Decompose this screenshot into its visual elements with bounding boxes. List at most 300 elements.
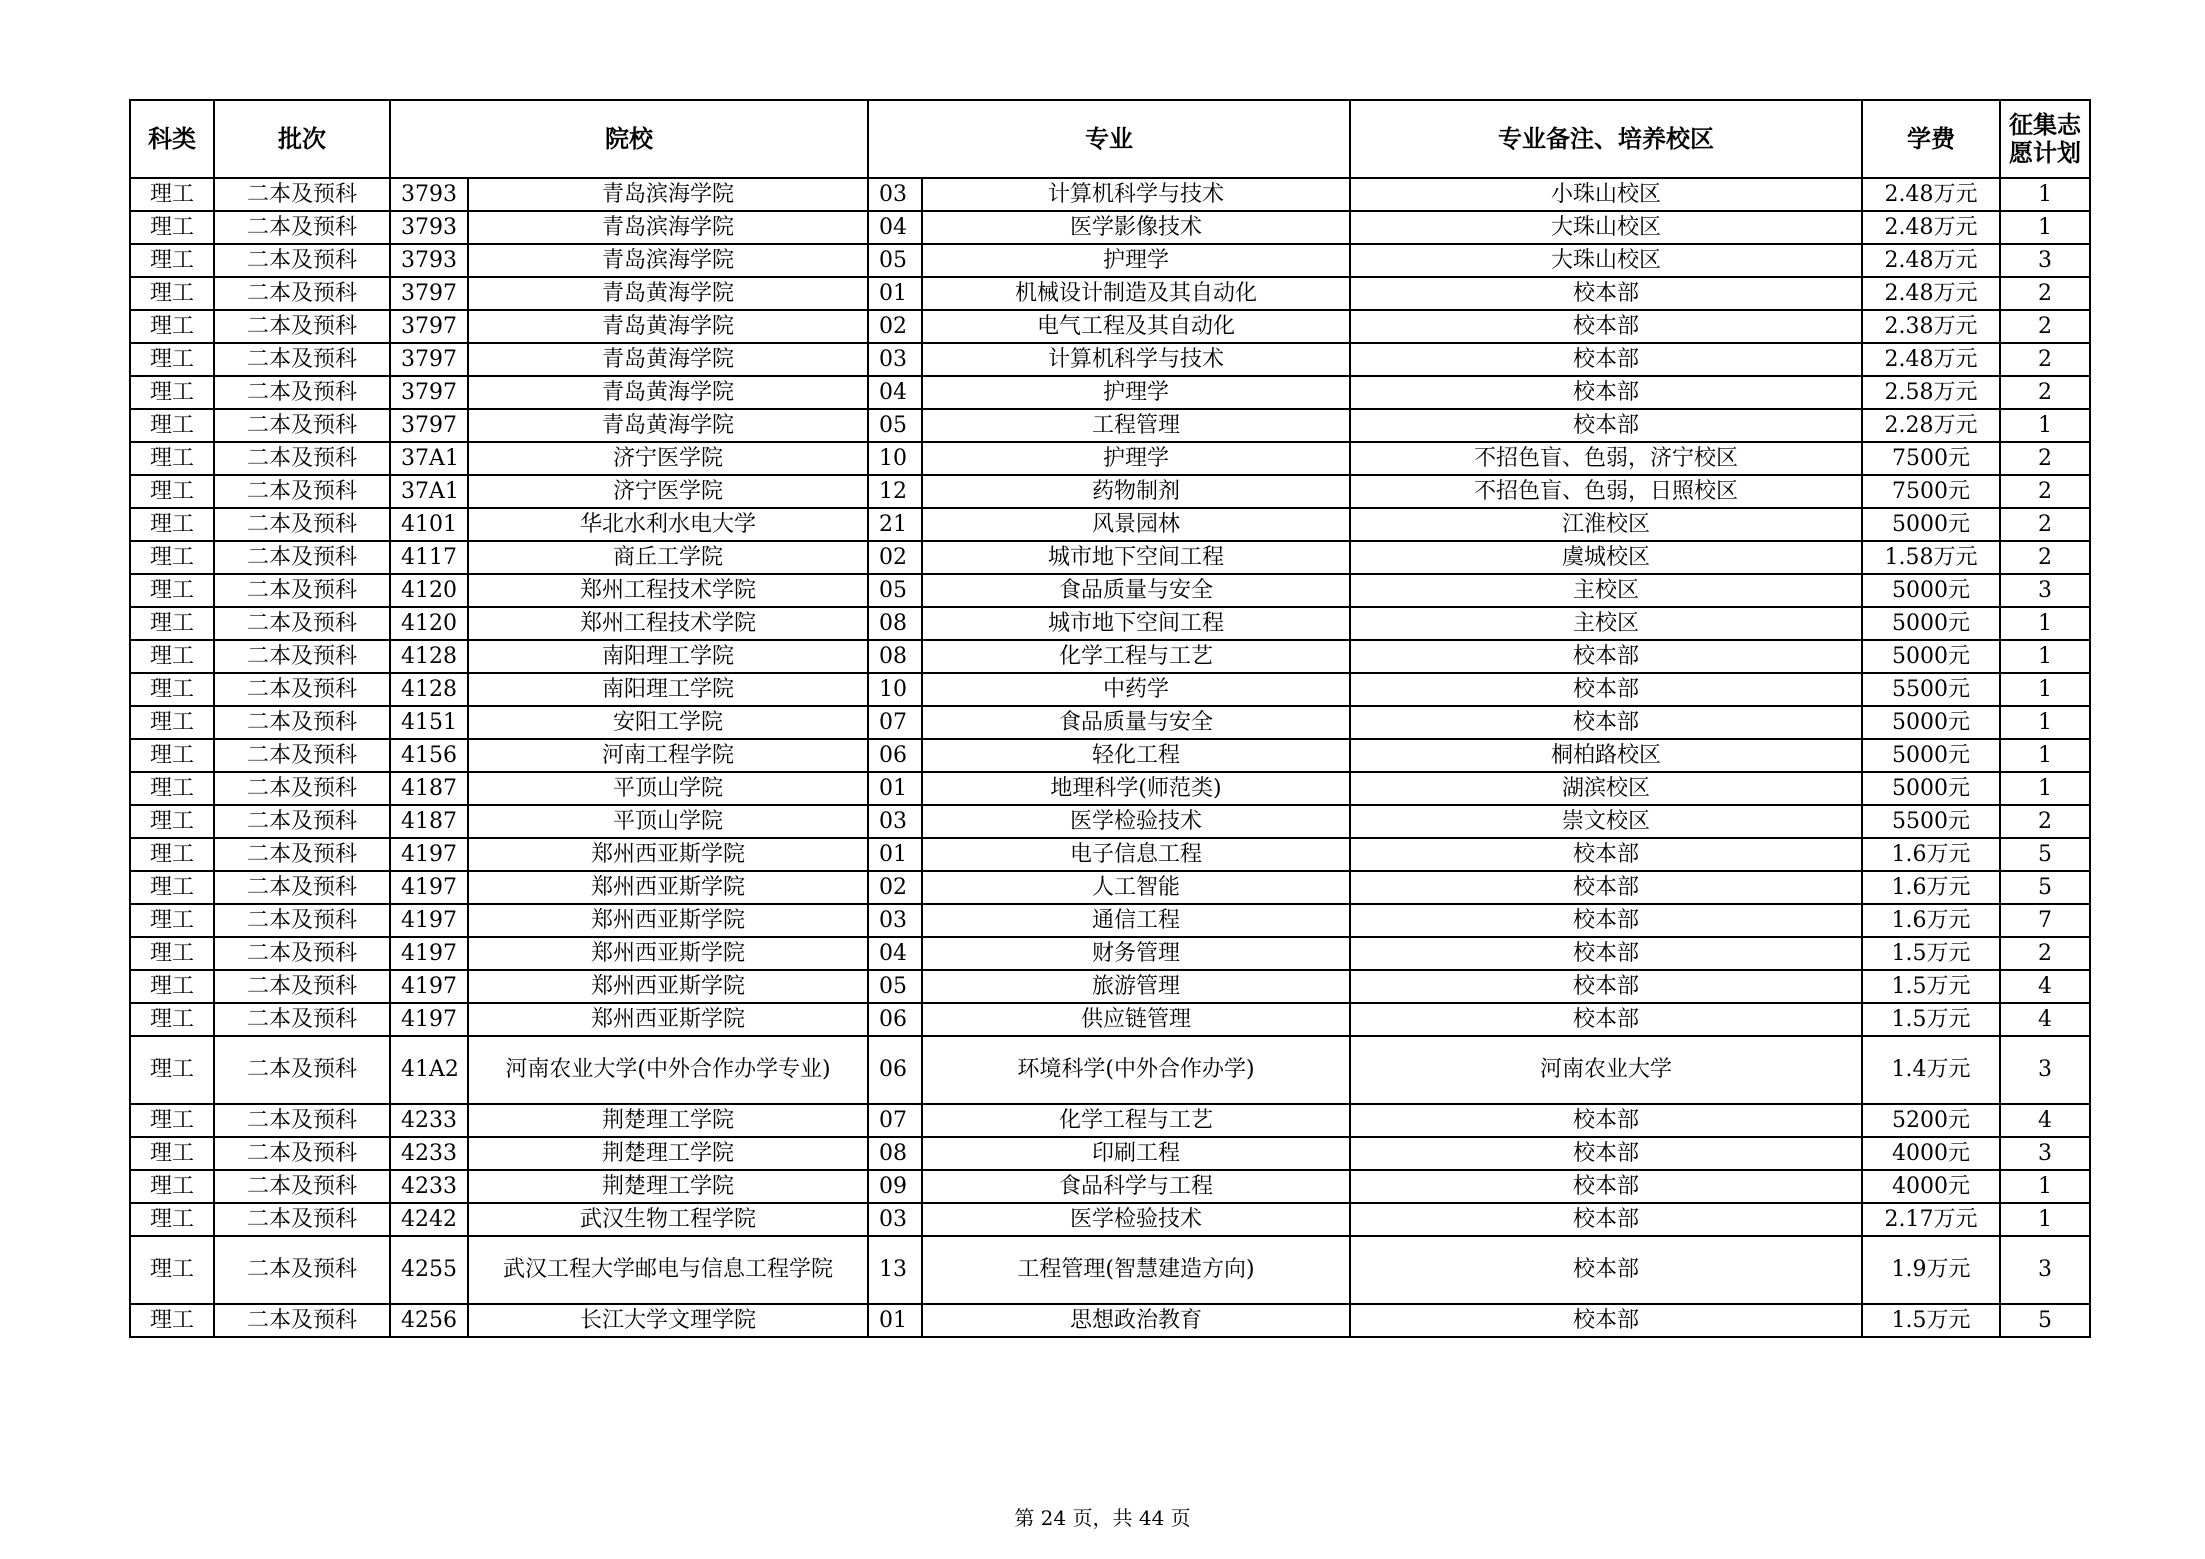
tuition-cell: 4000元 <box>1862 1170 2000 1203</box>
major-code-cell: 05 <box>868 244 922 277</box>
remarks-cell: 不招色盲、色弱，济宁校区 <box>1350 442 1862 475</box>
batch-cell: 二本及预科 <box>214 1003 390 1036</box>
tuition-cell: 1.5万元 <box>1862 1003 2000 1036</box>
remarks-cell: 校本部 <box>1350 277 1862 310</box>
header-category: 科类 <box>130 100 214 178</box>
remarks-cell: 校本部 <box>1350 838 1862 871</box>
school-code-cell: 3797 <box>390 376 468 409</box>
batch-cell: 二本及预科 <box>214 409 390 442</box>
category-cell: 理工 <box>130 475 214 508</box>
tuition-cell: 5000元 <box>1862 574 2000 607</box>
plan-cell: 4 <box>2000 1104 2090 1137</box>
major-name-cell: 电子信息工程 <box>922 838 1350 871</box>
major-name-cell: 医学检验技术 <box>922 805 1350 838</box>
tuition-cell: 5500元 <box>1862 805 2000 838</box>
table-row <box>130 706 2090 739</box>
major-name-cell: 思想政治教育 <box>922 1304 1350 1337</box>
category-cell: 理工 <box>130 640 214 673</box>
category-cell: 理工 <box>130 211 214 244</box>
major-code-cell: 01 <box>868 277 922 310</box>
batch-cell: 二本及预科 <box>214 706 390 739</box>
batch-cell: 二本及预科 <box>214 1137 390 1170</box>
table-row <box>130 904 2090 937</box>
remarks-cell: 湖滨校区 <box>1350 772 1862 805</box>
batch-cell: 二本及预科 <box>214 937 390 970</box>
tuition-cell: 2.48万元 <box>1862 211 2000 244</box>
major-name-cell: 环境科学(中外合作办学) <box>922 1036 1350 1104</box>
school-code-cell: 37A1 <box>390 475 468 508</box>
table-row <box>130 244 2090 277</box>
school-name-cell: 郑州工程技术学院 <box>468 574 868 607</box>
table-row <box>130 937 2090 970</box>
school-name-cell: 河南工程学院 <box>468 739 868 772</box>
category-cell: 理工 <box>130 244 214 277</box>
category-cell: 理工 <box>130 739 214 772</box>
major-name-cell: 地理科学(师范类) <box>922 772 1350 805</box>
major-code-cell: 02 <box>868 541 922 574</box>
school-name-cell: 长江大学文理学院 <box>468 1304 868 1337</box>
major-name-cell: 护理学 <box>922 376 1350 409</box>
remarks-cell: 崇文校区 <box>1350 805 1862 838</box>
batch-cell: 二本及预科 <box>214 310 390 343</box>
plan-cell: 2 <box>2000 475 2090 508</box>
batch-cell: 二本及预科 <box>214 508 390 541</box>
school-code-cell: 4128 <box>390 673 468 706</box>
remarks-cell: 校本部 <box>1350 376 1862 409</box>
table-row <box>130 211 2090 244</box>
tuition-cell: 5000元 <box>1862 640 2000 673</box>
batch-cell: 二本及预科 <box>214 640 390 673</box>
major-code-cell: 03 <box>868 904 922 937</box>
major-code-cell: 05 <box>868 970 922 1003</box>
tuition-cell: 1.5万元 <box>1862 1304 2000 1337</box>
major-code-cell: 01 <box>868 838 922 871</box>
school-name-cell: 郑州西亚斯学院 <box>468 838 868 871</box>
school-code-cell: 3793 <box>390 178 468 211</box>
header-batch: 批次 <box>214 100 390 178</box>
category-cell: 理工 <box>130 409 214 442</box>
header-school: 院校 <box>390 100 868 178</box>
category-cell: 理工 <box>130 1036 214 1104</box>
major-code-cell: 08 <box>868 1137 922 1170</box>
school-name-cell: 商丘工学院 <box>468 541 868 574</box>
tuition-cell: 4000元 <box>1862 1137 2000 1170</box>
plan-cell: 1 <box>2000 772 2090 805</box>
school-code-cell: 4187 <box>390 772 468 805</box>
batch-cell: 二本及预科 <box>214 376 390 409</box>
school-code-cell: 4197 <box>390 838 468 871</box>
plan-cell: 1 <box>2000 640 2090 673</box>
major-name-cell: 食品质量与安全 <box>922 574 1350 607</box>
major-name-cell: 印刷工程 <box>922 1137 1350 1170</box>
plan-cell: 2 <box>2000 310 2090 343</box>
batch-cell: 二本及预科 <box>214 970 390 1003</box>
batch-cell: 二本及预科 <box>214 1304 390 1337</box>
major-code-cell: 03 <box>868 1203 922 1236</box>
table-row <box>130 508 2090 541</box>
category-cell: 理工 <box>130 607 214 640</box>
category-cell: 理工 <box>130 376 214 409</box>
major-name-cell: 护理学 <box>922 442 1350 475</box>
major-name-cell: 旅游管理 <box>922 970 1350 1003</box>
remarks-cell: 校本部 <box>1350 904 1862 937</box>
tuition-cell: 5200元 <box>1862 1104 2000 1137</box>
school-name-cell: 武汉生物工程学院 <box>468 1203 868 1236</box>
tuition-cell: 7500元 <box>1862 442 2000 475</box>
major-name-cell: 计算机科学与技术 <box>922 343 1350 376</box>
remarks-cell: 桐柏路校区 <box>1350 739 1862 772</box>
tuition-cell: 2.48万元 <box>1862 277 2000 310</box>
batch-cell: 二本及预科 <box>214 1170 390 1203</box>
batch-cell: 二本及预科 <box>214 739 390 772</box>
table-row <box>130 805 2090 838</box>
tuition-cell: 1.5万元 <box>1862 970 2000 1003</box>
header-major: 专业 <box>868 100 1350 178</box>
table-row <box>130 1304 2090 1337</box>
batch-cell: 二本及预科 <box>214 871 390 904</box>
major-code-cell: 05 <box>868 409 922 442</box>
batch-cell: 二本及预科 <box>214 673 390 706</box>
plan-cell: 7 <box>2000 904 2090 937</box>
remarks-cell: 校本部 <box>1350 871 1862 904</box>
major-name-cell: 城市地下空间工程 <box>922 541 1350 574</box>
school-name-cell: 青岛黄海学院 <box>468 409 868 442</box>
header-tuition: 学费 <box>1862 100 2000 178</box>
school-name-cell: 南阳理工学院 <box>468 673 868 706</box>
school-name-cell: 荆楚理工学院 <box>468 1104 868 1137</box>
table-row <box>130 1203 2090 1236</box>
major-name-cell: 医学检验技术 <box>922 1203 1350 1236</box>
remarks-cell: 不招色盲、色弱，日照校区 <box>1350 475 1862 508</box>
batch-cell: 二本及预科 <box>214 178 390 211</box>
major-code-cell: 04 <box>868 376 922 409</box>
plan-cell: 2 <box>2000 937 2090 970</box>
major-code-cell: 13 <box>868 1236 922 1304</box>
school-name-cell: 河南农业大学(中外合作办学专业) <box>468 1036 868 1104</box>
major-name-cell: 风景园林 <box>922 508 1350 541</box>
table-row <box>130 409 2090 442</box>
school-code-cell: 4156 <box>390 739 468 772</box>
table-row <box>130 1104 2090 1137</box>
plan-cell: 2 <box>2000 343 2090 376</box>
plan-cell: 1 <box>2000 178 2090 211</box>
remarks-cell: 校本部 <box>1350 640 1862 673</box>
table-row <box>130 673 2090 706</box>
school-code-cell: 41A2 <box>390 1036 468 1104</box>
batch-cell: 二本及预科 <box>214 838 390 871</box>
category-cell: 理工 <box>130 937 214 970</box>
plan-cell: 3 <box>2000 1236 2090 1304</box>
plan-cell: 5 <box>2000 871 2090 904</box>
school-name-cell: 济宁医学院 <box>468 475 868 508</box>
school-code-cell: 4197 <box>390 970 468 1003</box>
school-code-cell: 3793 <box>390 211 468 244</box>
major-name-cell: 机械设计制造及其自动化 <box>922 277 1350 310</box>
major-name-cell: 食品科学与工程 <box>922 1170 1350 1203</box>
remarks-cell: 校本部 <box>1350 409 1862 442</box>
school-name-cell: 郑州西亚斯学院 <box>468 1003 868 1036</box>
table-row <box>130 310 2090 343</box>
table-row <box>130 1036 2090 1104</box>
major-code-cell: 08 <box>868 607 922 640</box>
school-code-cell: 4120 <box>390 574 468 607</box>
school-name-cell: 平顶山学院 <box>468 805 868 838</box>
remarks-cell: 校本部 <box>1350 1170 1862 1203</box>
category-cell: 理工 <box>130 1003 214 1036</box>
remarks-cell: 河南农业大学 <box>1350 1036 1862 1104</box>
remarks-cell: 大珠山校区 <box>1350 244 1862 277</box>
tuition-cell: 1.58万元 <box>1862 541 2000 574</box>
category-cell: 理工 <box>130 178 214 211</box>
batch-cell: 二本及预科 <box>214 211 390 244</box>
major-code-cell: 07 <box>868 1104 922 1137</box>
major-code-cell: 04 <box>868 211 922 244</box>
tuition-cell: 1.9万元 <box>1862 1236 2000 1304</box>
category-cell: 理工 <box>130 310 214 343</box>
tuition-cell: 5500元 <box>1862 673 2000 706</box>
batch-cell: 二本及预科 <box>214 343 390 376</box>
school-name-cell: 华北水利水电大学 <box>468 508 868 541</box>
school-code-cell: 3793 <box>390 244 468 277</box>
plan-cell: 1 <box>2000 1170 2090 1203</box>
tuition-cell: 1.4万元 <box>1862 1036 2000 1104</box>
category-cell: 理工 <box>130 1203 214 1236</box>
plan-cell: 4 <box>2000 970 2090 1003</box>
category-cell: 理工 <box>130 1137 214 1170</box>
table-row <box>130 1236 2090 1304</box>
category-cell: 理工 <box>130 871 214 904</box>
major-name-cell: 食品质量与安全 <box>922 706 1350 739</box>
school-name-cell: 青岛黄海学院 <box>468 277 868 310</box>
school-name-cell: 荆楚理工学院 <box>468 1137 868 1170</box>
major-name-cell: 药物制剂 <box>922 475 1350 508</box>
school-code-cell: 3797 <box>390 343 468 376</box>
plan-cell: 5 <box>2000 1304 2090 1337</box>
major-code-cell: 03 <box>868 178 922 211</box>
school-name-cell: 郑州西亚斯学院 <box>468 937 868 970</box>
table-row <box>130 475 2090 508</box>
school-code-cell: 4233 <box>390 1170 468 1203</box>
category-cell: 理工 <box>130 904 214 937</box>
table-row <box>130 838 2090 871</box>
school-code-cell: 4101 <box>390 508 468 541</box>
plan-cell: 1 <box>2000 739 2090 772</box>
batch-cell: 二本及预科 <box>214 442 390 475</box>
plan-cell: 3 <box>2000 244 2090 277</box>
major-code-cell: 03 <box>868 805 922 838</box>
school-name-cell: 郑州西亚斯学院 <box>468 904 868 937</box>
table-row <box>130 607 2090 640</box>
remarks-cell: 校本部 <box>1350 310 1862 343</box>
category-cell: 理工 <box>130 1170 214 1203</box>
tuition-cell: 1.6万元 <box>1862 838 2000 871</box>
tuition-cell: 2.58万元 <box>1862 376 2000 409</box>
school-name-cell: 青岛滨海学院 <box>468 211 868 244</box>
school-code-cell: 4117 <box>390 541 468 574</box>
school-name-cell: 青岛黄海学院 <box>468 376 868 409</box>
major-code-cell: 04 <box>868 937 922 970</box>
table-row <box>130 772 2090 805</box>
major-name-cell: 护理学 <box>922 244 1350 277</box>
school-code-cell: 4233 <box>390 1104 468 1137</box>
table-header-row <box>130 100 2090 178</box>
table-row <box>130 871 2090 904</box>
category-cell: 理工 <box>130 706 214 739</box>
plan-cell: 1 <box>2000 1203 2090 1236</box>
remarks-cell: 校本部 <box>1350 1203 1862 1236</box>
table-row <box>130 640 2090 673</box>
remarks-cell: 小珠山校区 <box>1350 178 1862 211</box>
school-code-cell: 37A1 <box>390 442 468 475</box>
batch-cell: 二本及预科 <box>214 1104 390 1137</box>
major-name-cell: 化学工程与工艺 <box>922 1104 1350 1137</box>
school-name-cell: 青岛滨海学院 <box>468 178 868 211</box>
table-row <box>130 1170 2090 1203</box>
remarks-cell: 虞城校区 <box>1350 541 1862 574</box>
plan-cell: 1 <box>2000 211 2090 244</box>
tuition-cell: 1.5万元 <box>1862 937 2000 970</box>
school-name-cell: 郑州西亚斯学院 <box>468 970 868 1003</box>
table-row <box>130 1137 2090 1170</box>
table-row <box>130 277 2090 310</box>
remarks-cell: 校本部 <box>1350 937 1862 970</box>
school-code-cell: 4233 <box>390 1137 468 1170</box>
major-code-cell: 05 <box>868 574 922 607</box>
category-cell: 理工 <box>130 805 214 838</box>
major-name-cell: 电气工程及其自动化 <box>922 310 1350 343</box>
batch-cell: 二本及预科 <box>214 277 390 310</box>
major-code-cell: 07 <box>868 706 922 739</box>
table-row <box>130 970 2090 1003</box>
remarks-cell: 校本部 <box>1350 673 1862 706</box>
category-cell: 理工 <box>130 1304 214 1337</box>
table-row <box>130 739 2090 772</box>
plan-cell: 1 <box>2000 706 2090 739</box>
header-remarks-campus: 专业备注、培养校区 <box>1350 100 1862 178</box>
plan-cell: 3 <box>2000 1137 2090 1170</box>
tuition-cell: 5000元 <box>1862 508 2000 541</box>
major-name-cell: 人工智能 <box>922 871 1350 904</box>
school-name-cell: 郑州西亚斯学院 <box>468 871 868 904</box>
major-name-cell: 通信工程 <box>922 904 1350 937</box>
tuition-cell: 5000元 <box>1862 772 2000 805</box>
category-cell: 理工 <box>130 970 214 1003</box>
school-code-cell: 4255 <box>390 1236 468 1304</box>
major-code-cell: 08 <box>868 640 922 673</box>
school-name-cell: 平顶山学院 <box>468 772 868 805</box>
plan-cell: 1 <box>2000 409 2090 442</box>
batch-cell: 二本及预科 <box>214 1036 390 1104</box>
batch-cell: 二本及预科 <box>214 574 390 607</box>
plan-cell: 2 <box>2000 541 2090 574</box>
school-code-cell: 3797 <box>390 409 468 442</box>
page-footer: 第 24 页，共 44 页 <box>1014 1506 1191 1530</box>
plan-cell: 5 <box>2000 838 2090 871</box>
plan-cell: 2 <box>2000 805 2090 838</box>
school-code-cell: 4128 <box>390 640 468 673</box>
plan-cell: 1 <box>2000 673 2090 706</box>
major-code-cell: 02 <box>868 310 922 343</box>
remarks-cell: 校本部 <box>1350 970 1862 1003</box>
major-name-cell: 工程管理 <box>922 409 1350 442</box>
table-body <box>130 178 2090 1337</box>
table-row <box>130 574 2090 607</box>
major-name-cell: 城市地下空间工程 <box>922 607 1350 640</box>
tuition-cell: 2.17万元 <box>1862 1203 2000 1236</box>
school-name-cell: 济宁医学院 <box>468 442 868 475</box>
major-code-cell: 02 <box>868 871 922 904</box>
major-code-cell: 12 <box>868 475 922 508</box>
school-code-cell: 3797 <box>390 310 468 343</box>
school-name-cell: 青岛滨海学院 <box>468 244 868 277</box>
tuition-cell: 2.38万元 <box>1862 310 2000 343</box>
category-cell: 理工 <box>130 442 214 475</box>
major-code-cell: 01 <box>868 772 922 805</box>
remarks-cell: 校本部 <box>1350 1003 1862 1036</box>
major-name-cell: 医学影像技术 <box>922 211 1350 244</box>
batch-cell: 二本及预科 <box>214 244 390 277</box>
tuition-cell: 5000元 <box>1862 706 2000 739</box>
school-code-cell: 4187 <box>390 805 468 838</box>
major-code-cell: 21 <box>868 508 922 541</box>
major-name-cell: 计算机科学与技术 <box>922 178 1350 211</box>
remarks-cell: 校本部 <box>1350 1236 1862 1304</box>
school-name-cell: 安阳工学院 <box>468 706 868 739</box>
remarks-cell: 大珠山校区 <box>1350 211 1862 244</box>
school-name-cell: 青岛黄海学院 <box>468 310 868 343</box>
table-row <box>130 1003 2090 1036</box>
remarks-cell: 校本部 <box>1350 706 1862 739</box>
major-name-cell: 中药学 <box>922 673 1350 706</box>
tuition-cell: 2.48万元 <box>1862 178 2000 211</box>
major-code-cell: 06 <box>868 1036 922 1104</box>
admission-plan-table <box>129 99 2091 1338</box>
table-row <box>130 376 2090 409</box>
batch-cell: 二本及预科 <box>214 904 390 937</box>
major-code-cell: 10 <box>868 442 922 475</box>
category-cell: 理工 <box>130 541 214 574</box>
plan-cell: 2 <box>2000 376 2090 409</box>
school-code-cell: 4197 <box>390 937 468 970</box>
tuition-cell: 2.48万元 <box>1862 244 2000 277</box>
batch-cell: 二本及预科 <box>214 1236 390 1304</box>
category-cell: 理工 <box>130 277 214 310</box>
school-code-cell: 4120 <box>390 607 468 640</box>
major-code-cell: 01 <box>868 1304 922 1337</box>
plan-cell: 4 <box>2000 1003 2090 1036</box>
plan-cell: 2 <box>2000 508 2090 541</box>
batch-cell: 二本及预科 <box>214 1203 390 1236</box>
plan-cell: 2 <box>2000 442 2090 475</box>
remarks-cell: 校本部 <box>1350 1137 1862 1170</box>
major-name-cell: 工程管理(智慧建造方向) <box>922 1236 1350 1304</box>
batch-cell: 二本及预科 <box>214 475 390 508</box>
category-cell: 理工 <box>130 1104 214 1137</box>
tuition-cell: 1.6万元 <box>1862 904 2000 937</box>
remarks-cell: 校本部 <box>1350 1104 1862 1137</box>
remarks-cell: 主校区 <box>1350 607 1862 640</box>
category-cell: 理工 <box>130 574 214 607</box>
batch-cell: 二本及预科 <box>214 541 390 574</box>
school-name-cell: 青岛黄海学院 <box>468 343 868 376</box>
major-code-cell: 06 <box>868 739 922 772</box>
table-row <box>130 178 2090 211</box>
school-code-cell: 4256 <box>390 1304 468 1337</box>
batch-cell: 二本及预科 <box>214 607 390 640</box>
tuition-cell: 7500元 <box>1862 475 2000 508</box>
category-cell: 理工 <box>130 673 214 706</box>
tuition-cell: 2.28万元 <box>1862 409 2000 442</box>
